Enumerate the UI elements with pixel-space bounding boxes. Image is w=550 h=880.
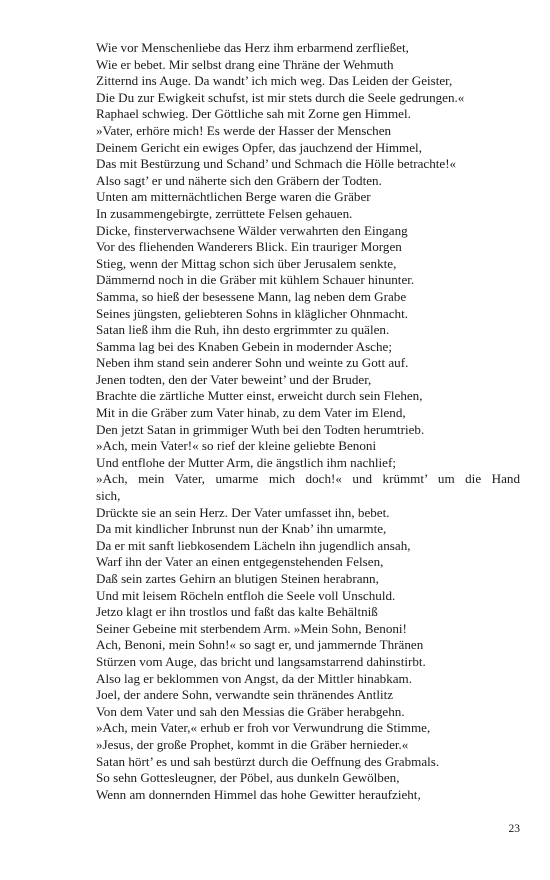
verse-line: Da er mit sanft liebkosendem Lächeln ihn jugendlich ansah, [96,537,411,553]
verse-line: Den jetzt Satan in grimmiger Wuth bei den Todten herumtrieb. [96,421,425,437]
verse-line: Das mit Bestürzung und Schand’ und Schmach die Hölle betrachte!« [96,156,457,172]
verse-line: Joel, der andere Sohn, verwandte sein thränendes Antlitz [96,687,394,703]
verse-line: Stürzen vom Auge, das bricht und langsamstarrend dahinstirbt. [96,653,426,669]
verse-line-continuation: sich, [96,488,121,504]
verse-line: Seiner Gebeine mit sterbendem Arm. »Mein Sohn, Benoni! [96,620,407,636]
verse-line: Zitternd ins Auge. Da wandt’ ich mich weg. Das Leiden der Geister, [96,73,453,89]
verse-line: »Jesus, der große Prophet, kommt in die Gräber hernieder.« [96,736,409,752]
verse-line: »Ach, mein Vater!« so rief der kleine geliebte Benoni [96,438,377,454]
verse-line: Wie vor Menschenliebe das Herz ihm erbarmend zerfließet, [96,40,409,55]
verse-line: Wenn am donnernden Himmel das hohe Gewitter heraufzieht, [96,786,421,802]
verse-line: Warf ihn der Vater an einen entgegenstehenden Felsen, [96,554,384,570]
verse-line: Samma, so hieß der besessene Mann, lag neben dem Grabe [96,288,407,304]
verse-line: Ach, Benoni, mein Sohn!« so sagt er, und jammernde Thränen [96,637,424,653]
verse-line: Samma lag bei des Knaben Gebein in modernder Asche; [96,338,392,354]
verse-line: »Vater, erhöre mich! Es werde der Hasser der Menschen [96,122,392,138]
verse-line: Brachte die zärtliche Mutter einst, erweicht durch sein Flehen, [96,388,423,404]
verse-line: Satan ließ ihm die Ruh, ihn desto ergrimmter zu quälen. [96,322,390,338]
verse-line: Dämmernd noch in die Gräber mit kühlem Schauer hinunter. [96,272,415,288]
verse-line: Da mit kindlicher Inbrunst nun der Knab’ ihn umarmte, [96,521,387,537]
verse-line: Stieg, wenn der Mittag schon sich über Jerusalem senkte, [96,255,397,271]
verse-line: »Ach, mein Vater,« erhub er froh vor Verwundrung die Stimme, [96,720,431,736]
verse-line: Die Du zur Ewigkeit schufst, ist mir stets durch die Seele gedrungen.« [96,89,465,105]
verse-line: Wie er bebet. Mir selbst drang eine Thräne der Wehmuth [96,56,394,72]
verse-line: Jetzo klagt er ihn trostlos und faßt das kalte Behältniß [96,604,378,620]
verse-line: Deinem Gericht ein ewiges Opfer, das jauchzend der Himmel, [96,139,422,155]
verse-line: Satan hört’ es und sah bestürzt durch die Oeffnung des Grabmals. [96,753,440,769]
verse-line: Mit in die Gräber zum Vater hinab, zu dem Vater im Elend, [96,405,406,421]
verse-text-block [96,40,520,803]
verse-line: Und entflohe der Mutter Arm, die ängstlich ihm nachlief; [96,454,396,470]
verse-line: Seines jüngsten, geliebteren Sohns in kläglicher Ohnmacht. [96,305,408,321]
verse-line: Von dem Vater und sah den Messias die Gräber herabgehn. [96,703,405,719]
verse-line: So sehn Gottesleugner, der Pöbel, aus dunkeln Gewölben, [96,770,400,786]
verse-line: Unten am mitternächtlichen Berge waren die Gräber [96,189,371,205]
verse-line: Raphael schwieg. Der Göttliche sah mit Zorne gen Himmel. [96,106,411,122]
verse-line: Und mit leisem Röcheln entfloh die Seele voll Unschuld. [96,587,396,603]
verse-line: Jenen todten, den der Vater beweint’ und der Bruder, [96,371,372,387]
verse-line: Neben ihm stand sein anderer Sohn und weinte zu Gott auf. [96,355,409,371]
verse-line: Also sagt’ er und näherte sich den Gräbern der Todten. [96,172,382,188]
page-number: 23 [508,823,520,835]
verse-line: Also lag er beklommen von Angst, da der Mittler hinabkam. [96,670,413,686]
verse-line: Vor des fliehenden Wanderers Blick. Ein trauriger Morgen [96,239,402,255]
verse-line: Daß sein zartes Gehirn an blutigen Steinen herabrann, [96,571,379,586]
verse-line: Drückte sie an sein Herz. Der Vater umfasset ihn, bebet. [96,504,390,520]
verse-line: In zusammengebirgte, zerrüttete Felsen gehauen. [96,205,353,221]
verse-line: Dicke, finsterverwachsene Wälder verwahrten den Eingang [96,222,408,238]
verse-line: »Ach, mein Vater, umarme mich doch!« und krümmt’ um die Hand [96,471,520,487]
